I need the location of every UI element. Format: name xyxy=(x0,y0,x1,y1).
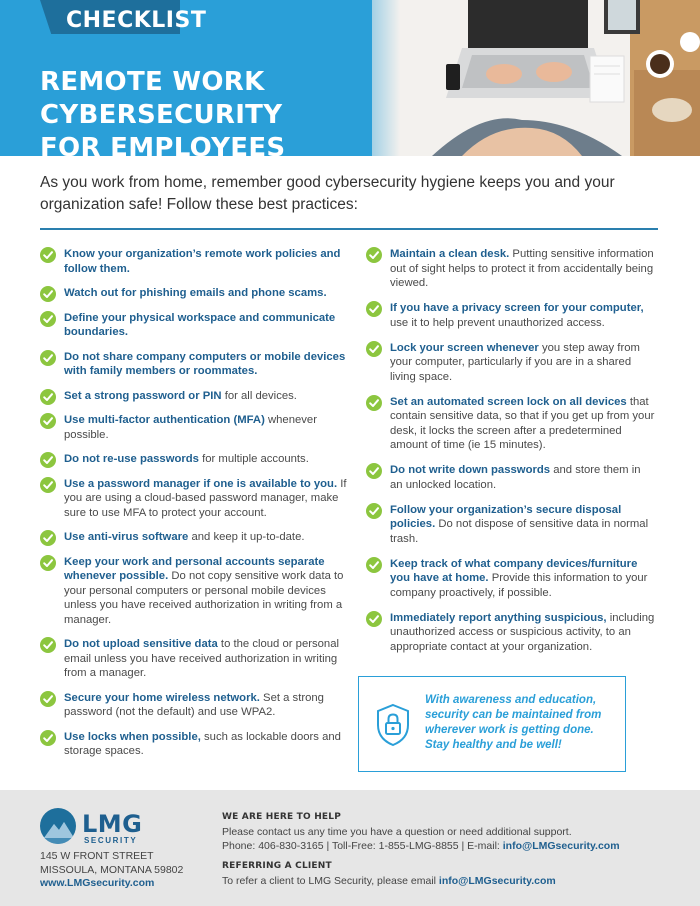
checklist-item xyxy=(40,530,350,545)
intro-paragraph: As you work from home, remember good cybersecurity hygiene keeps you and your organization safe! Follow these best practices: xyxy=(40,174,615,213)
lmg-logo xyxy=(40,808,150,848)
checklist-item-heading: Follow your organization’s secure disposal policies. xyxy=(390,503,622,530)
checklist-item xyxy=(40,730,350,759)
help-line1: Please contact us any time you have a question or need additional support. xyxy=(222,826,572,838)
referral-email-link[interactable]: info@LMGsecurity.com xyxy=(438,875,556,887)
checklist-item-heading: Lock your screen whenever xyxy=(390,341,539,354)
page-title-line2: FOR EMPLOYEES xyxy=(40,133,286,156)
checklist-item-heading: Keep track of what company devices/furniture you have at home. xyxy=(390,557,638,584)
checklist-item xyxy=(40,691,350,720)
checklist-item-heading: Define your physical workspace and communicate boundaries. xyxy=(64,311,336,338)
page-title xyxy=(40,66,400,156)
checklist-item-heading: Watch out for phishing emails and phone scams. xyxy=(64,287,327,299)
checklist-item-heading: Do not re-use passwords xyxy=(64,453,199,465)
checklist-item-heading: Do not share company computers or mobile devices with family members or roommates. xyxy=(64,350,346,377)
checklist-item-text: use it to help prevent unauthorized access. xyxy=(390,316,605,329)
checklist-item xyxy=(366,247,656,291)
check-circle-icon xyxy=(366,557,382,573)
checklist-item-heading: Use anti-virus software xyxy=(64,531,189,543)
checklist-item-heading: Keep your work and personal accounts separate whenever possible. xyxy=(64,555,325,582)
checklist-item xyxy=(40,637,350,681)
check-circle-icon xyxy=(366,247,382,263)
left-checklist xyxy=(40,247,350,769)
check-circle-icon xyxy=(40,389,56,405)
checklist-item xyxy=(366,341,656,385)
checklist-item xyxy=(366,463,656,492)
checklist-item-heading: Immediately report anything suspicious, xyxy=(390,611,607,624)
checklist-item xyxy=(40,452,350,467)
checklist-item-text: and store them in an unlocked location. xyxy=(390,464,641,491)
checklist-item-heading: Use multi-factor authentication (MFA) xyxy=(64,414,265,426)
check-circle-icon xyxy=(366,463,382,479)
check-circle-icon xyxy=(40,286,56,302)
check-circle-icon xyxy=(40,350,56,366)
checklist-item-heading: Maintain a clean desk. xyxy=(390,248,510,260)
checklist-item xyxy=(40,389,350,404)
contact-info: Phone: 406-830-3165 | Toll-Free: 1-855-LMG-8855 | E-mail: xyxy=(222,840,503,852)
right-checklist xyxy=(366,247,656,665)
checklist-item-text: If you are using a cloud-based password manager, make sure to use MFA to protect your account. xyxy=(64,477,347,519)
checklist-item-text: including unauthorized access or suspicious activity, to an appropriate contact at your organization. xyxy=(390,611,655,653)
checklist-item-heading: Do not write down passwords xyxy=(390,464,551,476)
checklist-item xyxy=(40,311,350,340)
check-circle-icon xyxy=(366,611,382,627)
checklist-item-text: and keep it up-to-date. xyxy=(188,531,305,543)
checklist-item-heading: Secure your home wireless network. xyxy=(64,691,260,704)
page-title-line1: REMOTE WORK CYBERSECURITY xyxy=(40,67,283,130)
check-circle-icon xyxy=(40,555,56,571)
referral-text: To refer a client to LMG Security, please email xyxy=(222,875,439,887)
logo-subtitle: SECURITY xyxy=(84,836,138,845)
check-circle-icon xyxy=(40,413,56,429)
checklist-item-heading: Use a password manager if one is available to you. xyxy=(64,477,338,490)
checklist-item-heading: If you have a privacy screen for your computer, xyxy=(390,302,644,314)
check-circle-icon xyxy=(366,341,382,357)
checklist-item xyxy=(40,555,350,628)
header-photo xyxy=(372,0,700,156)
checklist-item-heading: Use locks when possible, xyxy=(64,730,201,743)
referral-line xyxy=(222,874,682,888)
checklist-tab-label: CHECKLIST xyxy=(66,8,207,33)
check-circle-icon xyxy=(366,503,382,519)
mountain-logo-icon xyxy=(40,808,76,844)
checklist-item xyxy=(366,395,656,453)
referral-heading: REFERRING A CLIENT xyxy=(222,861,332,871)
help-heading: WE ARE HERE TO HELP xyxy=(222,812,342,822)
address-line1: 145 W FRONT STREET xyxy=(40,850,154,862)
help-email-link[interactable]: info@LMGsecurity.com xyxy=(502,840,620,852)
checklist-item-text: such as lockable doors and storage spaces. xyxy=(64,730,341,757)
check-circle-icon xyxy=(40,247,56,263)
address-block xyxy=(40,850,183,891)
checklist-item xyxy=(366,301,656,330)
check-circle-icon xyxy=(366,301,382,317)
check-circle-icon xyxy=(40,730,56,746)
desk-photo-illustration xyxy=(372,0,700,156)
checklist-item xyxy=(366,611,656,655)
checklist-item-text: for multiple accounts. xyxy=(198,453,309,465)
divider xyxy=(40,228,658,230)
checklist-item-text: for all devices. xyxy=(221,389,297,402)
help-line2 xyxy=(222,839,682,853)
checklist-item-heading: Do not upload sensitive data xyxy=(64,638,218,650)
checklist-item xyxy=(40,350,350,379)
checklist-item-heading: Set an automated screen lock on all devices xyxy=(390,395,627,408)
checklist-item-text: Do not dispose of sensitive data in normal trash. xyxy=(390,518,649,545)
website-link[interactable]: www.LMGsecurity.com xyxy=(40,877,155,889)
checklist-item-text: that contain sensitive data, so that if you get up from your desk, it locks the screen after a predetermined amount of time (ie 15 minutes). xyxy=(390,395,655,451)
checklist-item-heading: Set a strong password or PIN xyxy=(64,389,222,402)
checklist-item xyxy=(40,286,350,301)
checklist-item-text: Set a strong password (not the default) and use WPA2. xyxy=(64,691,324,718)
check-circle-icon xyxy=(366,395,382,411)
checklist-item xyxy=(366,503,656,547)
checklist-item xyxy=(40,477,350,521)
checklist-item-text: to the cloud or personal email unless you have received authorization in writing from a manager. xyxy=(64,638,340,679)
quote-text: With awareness and education, security can be maintained from wherever work is getting done. Stay healthy and be well! xyxy=(425,694,602,751)
checklist-item xyxy=(40,413,350,442)
checklist-item-text: you step away from your computer, particularly if you are in a shared living space. xyxy=(390,341,640,383)
check-circle-icon xyxy=(40,530,56,546)
logo-wordmark: LMG xyxy=(82,810,143,838)
checklist-item-heading: Know your organization’s remote work policies and follow them. xyxy=(64,248,341,275)
checklist-item-text: Putting sensitive information out of sight helps to protect it from accidentally being viewed. xyxy=(390,248,654,289)
check-circle-icon xyxy=(40,311,56,327)
quote-box xyxy=(358,676,626,772)
checklist-item-text: Do not copy sensitive work data to your personal computers or personal mobile devices unless you have received authorization in writing from a manager. xyxy=(64,570,344,626)
checklist-item-text: whenever possible. xyxy=(64,414,317,441)
checklist-item xyxy=(40,247,350,276)
check-circle-icon xyxy=(40,637,56,653)
address-line2: MISSOULA, MONTANA 59802 xyxy=(40,863,184,876)
check-circle-icon xyxy=(40,691,56,707)
shield-lock-icon xyxy=(375,703,411,747)
check-circle-icon xyxy=(40,452,56,468)
header-banner xyxy=(0,0,700,156)
check-circle-icon xyxy=(40,477,56,493)
checklist-item-text: Provide this information to your company proactively, if possible. xyxy=(390,572,648,599)
checklist-item xyxy=(366,557,656,601)
